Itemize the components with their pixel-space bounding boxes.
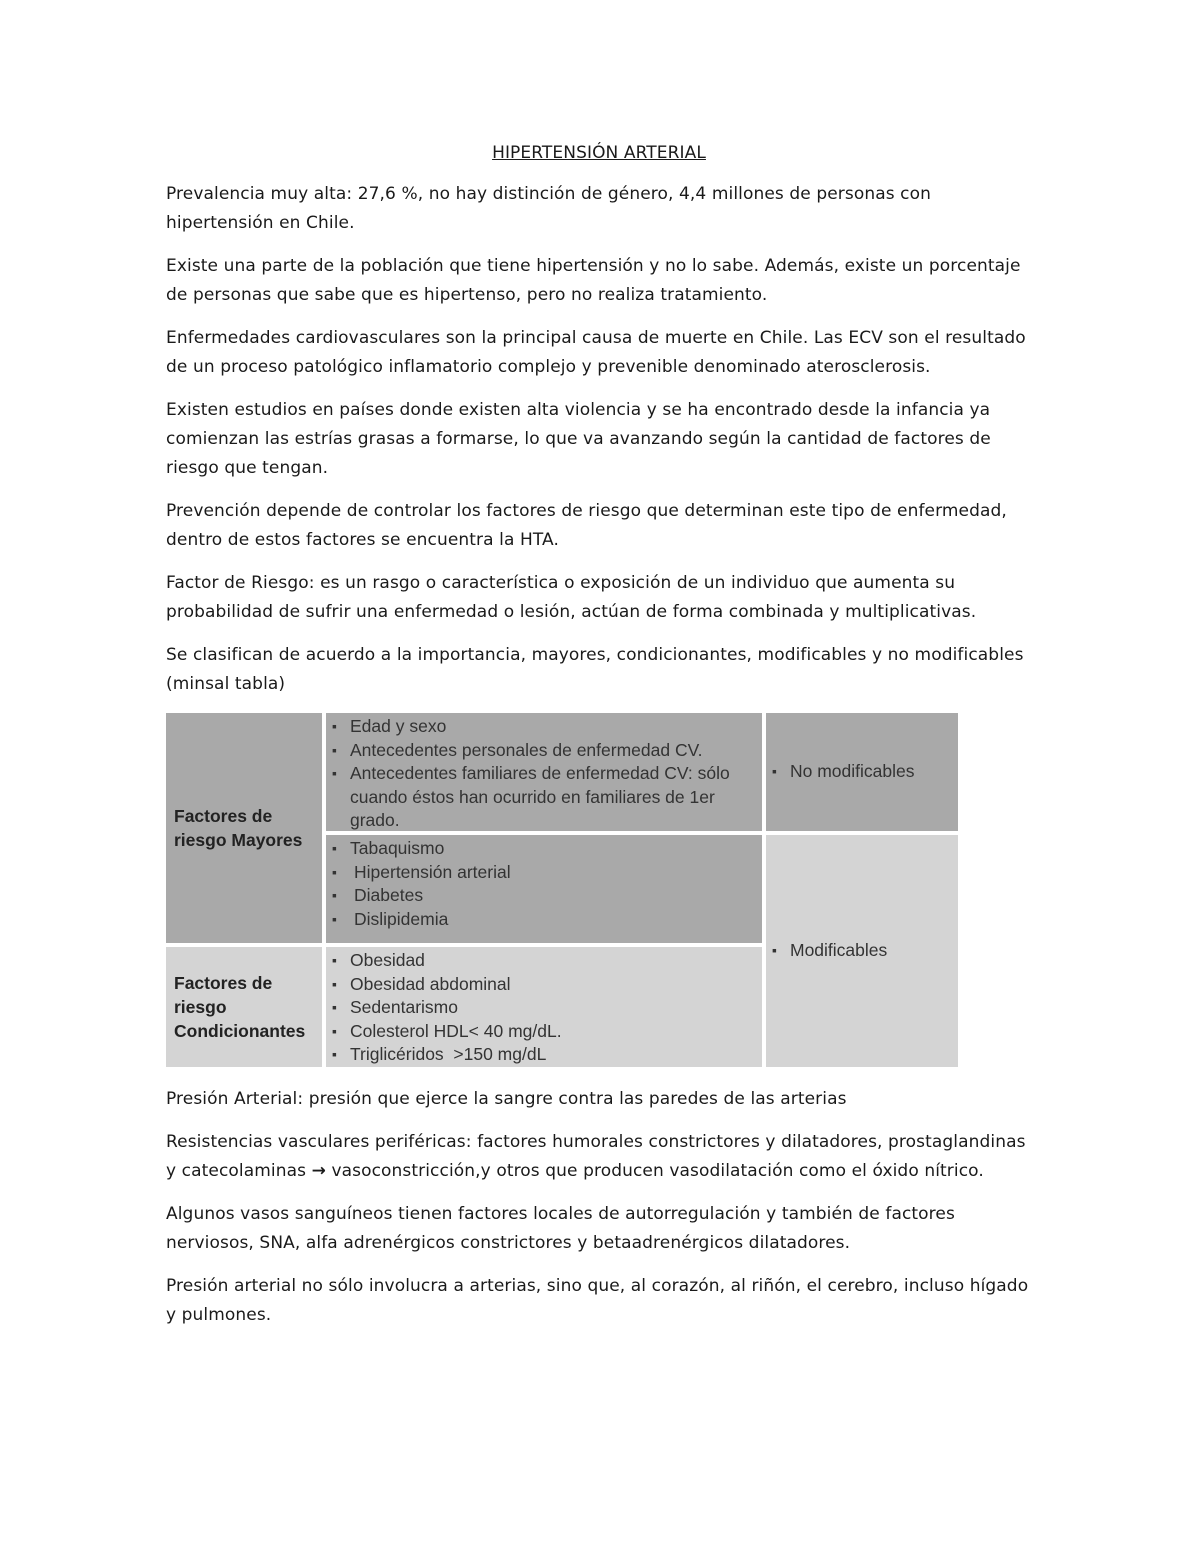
- list-item: ▪ Antecedentes personales de enfermedad CV.: [326, 739, 762, 763]
- resistencias-text-b: vasoconstricción,y otros que producen vasodilatación como el óxido nítrico.: [331, 1161, 984, 1181]
- cell-mayores-no-modificables: [326, 713, 762, 831]
- list-item: ▪ Sedentarismo: [326, 996, 762, 1020]
- row-header-condicionantes: [166, 947, 322, 1067]
- paragraph-enfermedades-cv: Enfermedades cardiovasculares son la principal causa de muerte en Chile. Las ECV son el resultado de un proceso patológico inflamatorio complejo y prevenible denominado aterosclerosis.: [166, 328, 1026, 377]
- list-item: ▪ Triglicéridos >150 mg/dL: [326, 1043, 762, 1067]
- no-modificables-label: ▪ No modificables: [766, 760, 915, 784]
- list-item: ▪ Colesterol HDL< 40 mg/dL.: [326, 1020, 762, 1044]
- resistencias-text-a: Resistencias vasculares periféricas: factores humorales constrictores y dilatadores, prostaglandinas y catecolaminas: [166, 1132, 1026, 1181]
- paragraph-prevencion: Prevención depende de controlar los factores de riesgo que determinan este tipo de enfermedad, dentro de estos factores se encuentra la HTA.: [166, 501, 1007, 550]
- risk-factors-table: [166, 713, 958, 1067]
- list-item: ▪ Diabetes: [326, 884, 762, 908]
- row-header-condicionantes-label: Factores de riesgo Condicionantes: [174, 973, 306, 1041]
- row-header-mayores: [166, 713, 322, 943]
- paragraph-factor-riesgo: Factor de Riesgo: es un rasgo o característica o exposición de un individuo que aumenta su probabilidad de sufrir una enfermedad o lesión, actúan de forma combinada y multiplicativas.: [166, 573, 977, 622]
- cell-condicionantes: [326, 947, 762, 1067]
- list-modificables: [766, 939, 887, 963]
- list-no-modificables: [766, 760, 915, 784]
- paragraph-estudios: Existen estudios en países donde existen alta violencia y se ha encontrado desde la infancia ya comienzan las estrías grasas a formarse, lo que va avanzando según la cantidad de factores de riesgo que tengan.: [166, 400, 991, 478]
- paragraph-prevalencia: Prevalencia muy alta: 27,6 %, no hay distinción de género, 4,4 millones de personas con hipertensión en Chile.: [166, 184, 931, 233]
- document-page: [166, 140, 1032, 1344]
- cell-modificables: [766, 835, 958, 1067]
- paragraph-vasos: Algunos vasos sanguíneos tienen factores locales de autorregulación y también de factores nerviosos, SNA, alfa adrenérgicos constrictores y betaadrenérgicos dilatadores.: [166, 1204, 955, 1253]
- modificables-label: ▪ Modificables: [766, 939, 887, 963]
- paragraph-poblacion: Existe una parte de la población que tiene hipertensión y no lo sabe. Además, existe un porcentaje de personas que sabe que es hipertenso, pero no realiza tratamiento.: [166, 256, 1021, 305]
- arrow-right-icon: →: [311, 1161, 326, 1181]
- list-mayores-no-modificables: [326, 715, 762, 833]
- cell-no-modificables: [766, 713, 958, 831]
- paragraph-presion-arterial: Presión Arterial: presión que ejerce la sangre contra las paredes de las arterias: [166, 1089, 847, 1109]
- list-item: ▪ Edad y sexo: [326, 715, 762, 739]
- paragraph-resistencias: [166, 1128, 1032, 1186]
- paragraph-organos: Presión arterial no sólo involucra a arterias, sino que, al corazón, al riñón, el cerebro, incluso hígado y pulmones.: [166, 1276, 1029, 1325]
- list-item: ▪ Obesidad abdominal: [326, 973, 762, 997]
- document-title: HIPERTENSIÓN ARTERIAL: [492, 143, 706, 163]
- list-condicionantes: [326, 949, 762, 1067]
- list-item: ▪ Obesidad: [326, 949, 762, 973]
- list-mayores-modificables: [326, 837, 762, 931]
- cell-mayores-modificables: [326, 835, 762, 943]
- list-item: ▪ Hipertensión arterial: [326, 861, 762, 885]
- paragraph-clasificacion: Se clasifican de acuerdo a la importancia, mayores, condicionantes, modificables y no modificables (minsal tabla): [166, 645, 1024, 694]
- list-item: ▪ Dislipidemia: [326, 908, 762, 932]
- row-header-mayores-label: Factores de riesgo Mayores: [174, 806, 303, 850]
- list-item: ▪ Tabaquismo: [326, 837, 762, 861]
- list-item: ▪ Antecedentes familiares de enfermedad CV: sólo cuando éstos han ocurrido en familiares de 1er grado.: [326, 762, 762, 833]
